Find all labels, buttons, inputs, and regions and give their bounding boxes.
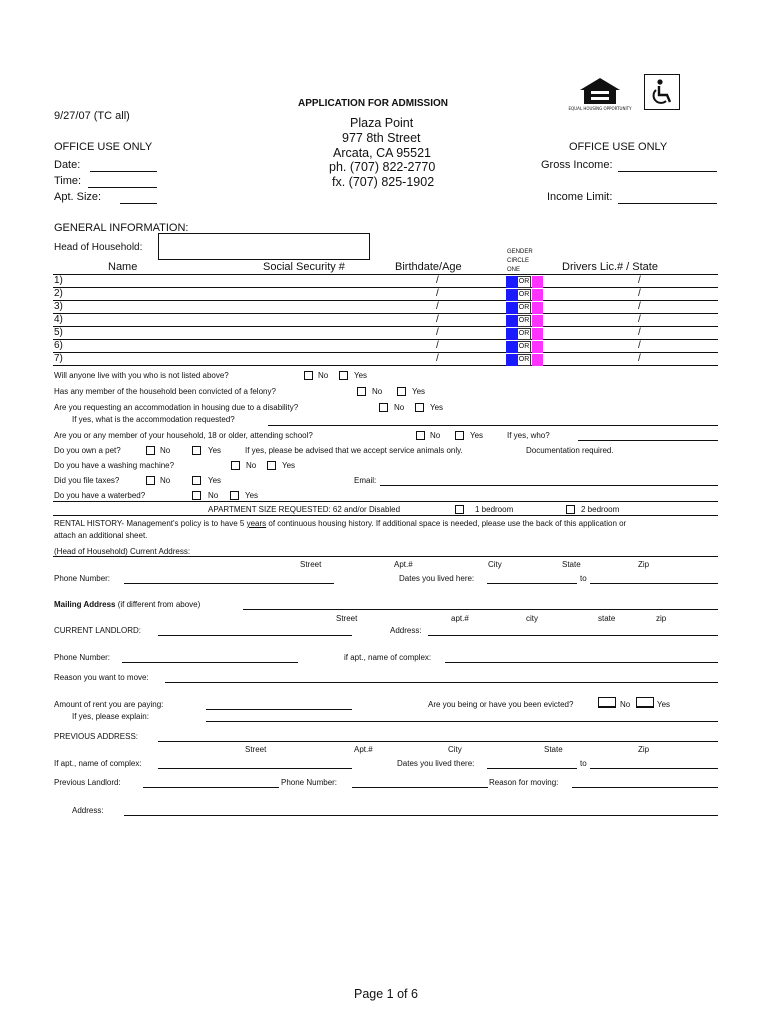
q5-no-checkbox[interactable] (146, 446, 155, 455)
q-unlisted-occupant: Will anyone live with you who is not listed above? (54, 371, 229, 380)
complex-name-label: if apt., name of complex: (344, 653, 432, 662)
eviction-no-label: No (620, 700, 631, 709)
previous-to-label: to (580, 759, 587, 768)
q6-yes-checkbox[interactable] (267, 461, 276, 470)
current-address-label: (Head of Household) Current Address: (54, 547, 191, 556)
mailing-address-field[interactable] (243, 609, 718, 610)
form-version-date: 9/27/07 (TC all) (54, 110, 130, 122)
q3-yes-checkbox[interactable] (415, 403, 424, 412)
gender-female-box[interactable] (532, 315, 543, 327)
two-bedroom-checkbox[interactable] (566, 505, 575, 514)
col-ssn: Social Security # (263, 261, 345, 273)
current-zip-caption: Zip (638, 560, 650, 569)
current-city-caption: City (488, 560, 502, 569)
birthdate-separator: / (436, 288, 439, 299)
gender-male-box[interactable] (506, 341, 517, 353)
household-member-row[interactable] (53, 301, 718, 314)
q2-yes-label: Yes (412, 387, 426, 396)
current-state-caption: State (562, 560, 581, 569)
office-date-field[interactable] (90, 171, 157, 172)
eviction-explain-label: If yes, please explain: (72, 712, 149, 721)
q7-no-checkbox[interactable] (146, 476, 155, 485)
current-landlord-field[interactable] (158, 635, 352, 636)
q1-no-checkbox[interactable] (304, 371, 313, 380)
row-number: 4) (54, 314, 63, 325)
q3-no-label: No (394, 403, 405, 412)
eviction-question: Are you being or have you been evicted? (428, 700, 574, 709)
eviction-no-checkbox[interactable] (598, 697, 616, 708)
gross-income-field[interactable] (618, 171, 717, 172)
q-disability-accommodation: Are you requesting an accommodation in housing due to a disability? (54, 403, 299, 412)
property-fax: fx. (707) 825-1902 (332, 175, 435, 189)
q4-no-checkbox[interactable] (416, 431, 425, 440)
household-member-row[interactable] (53, 314, 718, 327)
current-dates-label: Dates you lived here: (399, 574, 475, 583)
previous-landlord-label: Previous Landlord: (54, 778, 121, 787)
license-state-separator: / (638, 301, 641, 312)
q6-no-label: No (246, 461, 257, 470)
household-member-row[interactable] (53, 275, 718, 288)
mailing-apt-caption: apt.# (451, 614, 469, 623)
previous-dates-label: Dates you lived there: (397, 759, 475, 768)
row-number: 5) (54, 327, 63, 338)
col-name: Name (108, 261, 138, 273)
row-number: 7) (54, 353, 63, 364)
property-street: 977 8th Street (342, 131, 421, 145)
birthdate-separator: / (436, 327, 439, 338)
q-pet: Do you own a pet? (54, 446, 121, 455)
previous-landlord-field[interactable] (143, 787, 279, 788)
q1-yes-label: Yes (354, 371, 368, 380)
gender-note: GENDER CIRCLE ONE (507, 249, 533, 273)
income-limit-label: Income Limit: (547, 191, 613, 203)
rent-amount-label: Amount of rent you are paying: (54, 700, 164, 709)
mailing-zip-caption: zip (656, 614, 667, 623)
q2-no-label: No (372, 387, 383, 396)
household-member-row[interactable] (53, 353, 718, 366)
pet-documentation-note: Documentation required. (526, 446, 614, 455)
license-state-separator: / (638, 275, 641, 286)
previous-date-from-field[interactable] (487, 768, 577, 769)
gender-or-label: OR (517, 354, 531, 366)
q3-yes-label: Yes (430, 403, 444, 412)
row-number: 1) (54, 275, 63, 286)
q7-yes-checkbox[interactable] (192, 476, 201, 485)
household-member-row[interactable] (53, 288, 718, 301)
current-to-label: to (580, 574, 587, 583)
birthdate-separator: / (436, 353, 439, 364)
q-felony: Has any member of the household been convicted of a felony? (54, 387, 276, 396)
pet-service-animal-note: If yes, please be advised that we accept service animals only. (245, 446, 463, 455)
row-number: 6) (54, 340, 63, 351)
general-info-heading: GENERAL INFORMATION: (54, 222, 189, 234)
mailing-address-label: Mailing Address (if different from above) (54, 600, 201, 609)
gender-male-box[interactable] (506, 354, 517, 366)
school-who-field[interactable] (578, 440, 718, 441)
gender-female-box[interactable] (532, 289, 543, 301)
q4-yes-label: Yes (470, 431, 484, 440)
rent-amount-field[interactable] (206, 709, 352, 710)
birthdate-separator: / (436, 340, 439, 351)
eho-text: EQUAL HOUSING OPPORTUNITY (568, 106, 632, 111)
previous-zip-caption: Zip (638, 745, 650, 754)
q6-yes-label: Yes (282, 461, 296, 470)
reason-for-moving-field[interactable] (572, 787, 718, 788)
previous-address-field[interactable] (158, 741, 718, 742)
reason-to-move-label: Reason you want to move: (54, 673, 149, 682)
license-state-separator: / (638, 314, 641, 325)
landlord-phone-label: Phone Number: (54, 653, 111, 662)
gender-or-label: OR (517, 315, 531, 327)
current-apt-caption: Apt.# (394, 560, 413, 569)
email-label: Email: (354, 476, 377, 485)
birthdate-separator: / (436, 275, 439, 286)
current-landlord-label: CURRENT LANDLORD: (54, 626, 141, 635)
one-bedroom-checkbox[interactable] (455, 505, 464, 514)
gender-male-box[interactable] (506, 289, 517, 301)
landlord-address-field[interactable] (428, 635, 718, 636)
rental-history-text-2: attach an additional sheet. (54, 531, 148, 540)
two-bedroom-label: 2 bedroom (581, 505, 620, 514)
col-birthdate: Birthdate/Age (395, 261, 462, 273)
page-number: Page 1 of 6 (354, 987, 418, 1001)
q-school-who: If yes, who? (507, 431, 550, 440)
reason-for-moving-label: Reason for moving: (489, 778, 559, 787)
current-address-field[interactable] (53, 556, 718, 557)
previous-complex-field[interactable] (158, 768, 352, 769)
q-accommodation-detail: If yes, what is the accommodation requested? (72, 415, 235, 424)
previous-city-caption: City (448, 745, 462, 754)
gender-female-box[interactable] (532, 276, 543, 288)
office-use-left-heading: OFFICE USE ONLY (54, 141, 153, 153)
apt-size-rule (53, 515, 718, 516)
complex-name-field[interactable] (445, 662, 718, 663)
current-date-from-field[interactable] (487, 583, 577, 584)
current-date-to-field[interactable] (590, 583, 718, 584)
q7-no-label: No (160, 476, 171, 485)
q5-yes-checkbox[interactable] (192, 446, 201, 455)
rental-history-text: RENTAL HISTORY- Management's policy is to have 5 years of continuous housing history. If additional space is needed, please use the back of this application or (54, 519, 627, 528)
q-school: Are you or any member of your household, 18 or older, attending school? (54, 431, 313, 440)
q4-no-label: No (430, 431, 441, 440)
office-aptsize-label: Apt. Size: (54, 191, 102, 203)
q5-no-label: No (160, 446, 171, 455)
mailing-street-caption: Street (336, 614, 358, 623)
landlord-address-label: Address: (390, 626, 422, 635)
household-member-row[interactable] (53, 340, 718, 353)
apartment-size-label: APARTMENT SIZE REQUESTED: 62 and/or Disabled (208, 505, 401, 514)
previous-address-label: PREVIOUS ADDRESS: (54, 732, 139, 741)
eviction-yes-label: Yes (657, 700, 671, 709)
gender-or-label: OR (517, 328, 531, 340)
birthdate-separator: / (436, 301, 439, 312)
previous-state-caption: State (544, 745, 563, 754)
gender-male-box[interactable] (506, 302, 517, 314)
property-city: Arcata, CA 95521 (333, 146, 431, 160)
gender-or-label: OR (517, 289, 531, 301)
q8-yes-label: Yes (245, 491, 259, 500)
license-state-separator: / (638, 327, 641, 338)
office-time-field[interactable] (88, 187, 157, 188)
q2-yes-checkbox[interactable] (397, 387, 406, 396)
eviction-explain-field[interactable] (206, 721, 718, 722)
one-bedroom-label: 1 bedroom (475, 505, 514, 514)
household-member-row[interactable] (53, 327, 718, 340)
previous-street-caption: Street (245, 745, 267, 754)
gender-female-box[interactable] (532, 354, 543, 366)
q6-no-checkbox[interactable] (231, 461, 240, 470)
gender-male-box[interactable] (506, 315, 517, 327)
mailing-state-caption: state (598, 614, 616, 623)
previous-apt-caption: Apt.# (354, 745, 373, 754)
row-number: 2) (54, 288, 63, 299)
license-state-separator: / (638, 340, 641, 351)
current-phone-label: Phone Number: (54, 574, 111, 583)
current-street-caption: Street (300, 560, 322, 569)
office-date-label: Date: (54, 159, 81, 171)
mailing-city-caption: city (526, 614, 538, 623)
equal-housing-icon (568, 76, 632, 114)
gender-male-box[interactable] (506, 328, 517, 340)
head-of-household-field[interactable] (158, 233, 370, 260)
office-time-label: Time: (54, 175, 82, 187)
gender-or-label: OR (517, 302, 531, 314)
col-drivers-license: Drivers Lic.# / State (562, 261, 658, 273)
questions-bottom-rule (53, 501, 718, 502)
income-limit-field[interactable] (618, 203, 717, 204)
q-file-taxes: Did you file taxes? (54, 476, 120, 485)
q4-yes-checkbox[interactable] (455, 431, 464, 440)
property-name: Plaza Point (350, 116, 414, 130)
email-field[interactable] (380, 485, 718, 486)
property-phone: ph. (707) 822-2770 (329, 160, 436, 174)
gender-female-box[interactable] (532, 341, 543, 353)
q-waterbed: Do you have a waterbed? (54, 491, 146, 500)
gender-or-label: OR (517, 341, 531, 353)
q2-no-checkbox[interactable] (357, 387, 366, 396)
gender-male-box[interactable] (506, 276, 517, 288)
previous-date-to-field[interactable] (590, 768, 718, 769)
previous-phone-label: Phone Number: (281, 778, 338, 787)
q8-no-checkbox[interactable] (192, 491, 201, 500)
previous-landlord-address-field[interactable] (124, 815, 718, 816)
wheelchair-accessible-icon (644, 74, 680, 110)
form-title: APPLICATION FOR ADMISSION (298, 98, 448, 109)
previous-landlord-address-label: Address: (72, 806, 104, 815)
q-washing-machine: Do you have a washing machine? (54, 461, 175, 470)
reason-to-move-field[interactable] (165, 682, 718, 683)
gender-female-box[interactable] (532, 302, 543, 314)
gross-income-label: Gross Income: (541, 159, 613, 171)
q8-no-label: No (208, 491, 219, 500)
gender-female-box[interactable] (532, 328, 543, 340)
q3-no-checkbox[interactable] (379, 403, 388, 412)
row-number: 3) (54, 301, 63, 312)
q1-yes-checkbox[interactable] (339, 371, 348, 380)
q1-no-label: No (318, 371, 329, 380)
landlord-phone-field[interactable] (122, 662, 298, 663)
current-phone-field[interactable] (124, 583, 334, 584)
gender-or-label: OR (517, 276, 531, 288)
q5-yes-label: Yes (208, 446, 222, 455)
birthdate-separator: / (436, 314, 439, 325)
q7-yes-label: Yes (208, 476, 222, 485)
license-state-separator: / (638, 353, 641, 364)
q8-yes-checkbox[interactable] (230, 491, 239, 500)
accommodation-field[interactable] (268, 425, 718, 426)
office-use-right-heading: OFFICE USE ONLY (569, 141, 668, 153)
office-aptsize-field[interactable] (120, 203, 157, 204)
previous-complex-label: If apt., name of complex: (54, 759, 142, 768)
previous-phone-field[interactable] (352, 787, 488, 788)
head-of-household-label: Head of Household: (54, 242, 143, 253)
license-state-separator: / (638, 288, 641, 299)
eviction-yes-checkbox[interactable] (636, 697, 654, 708)
